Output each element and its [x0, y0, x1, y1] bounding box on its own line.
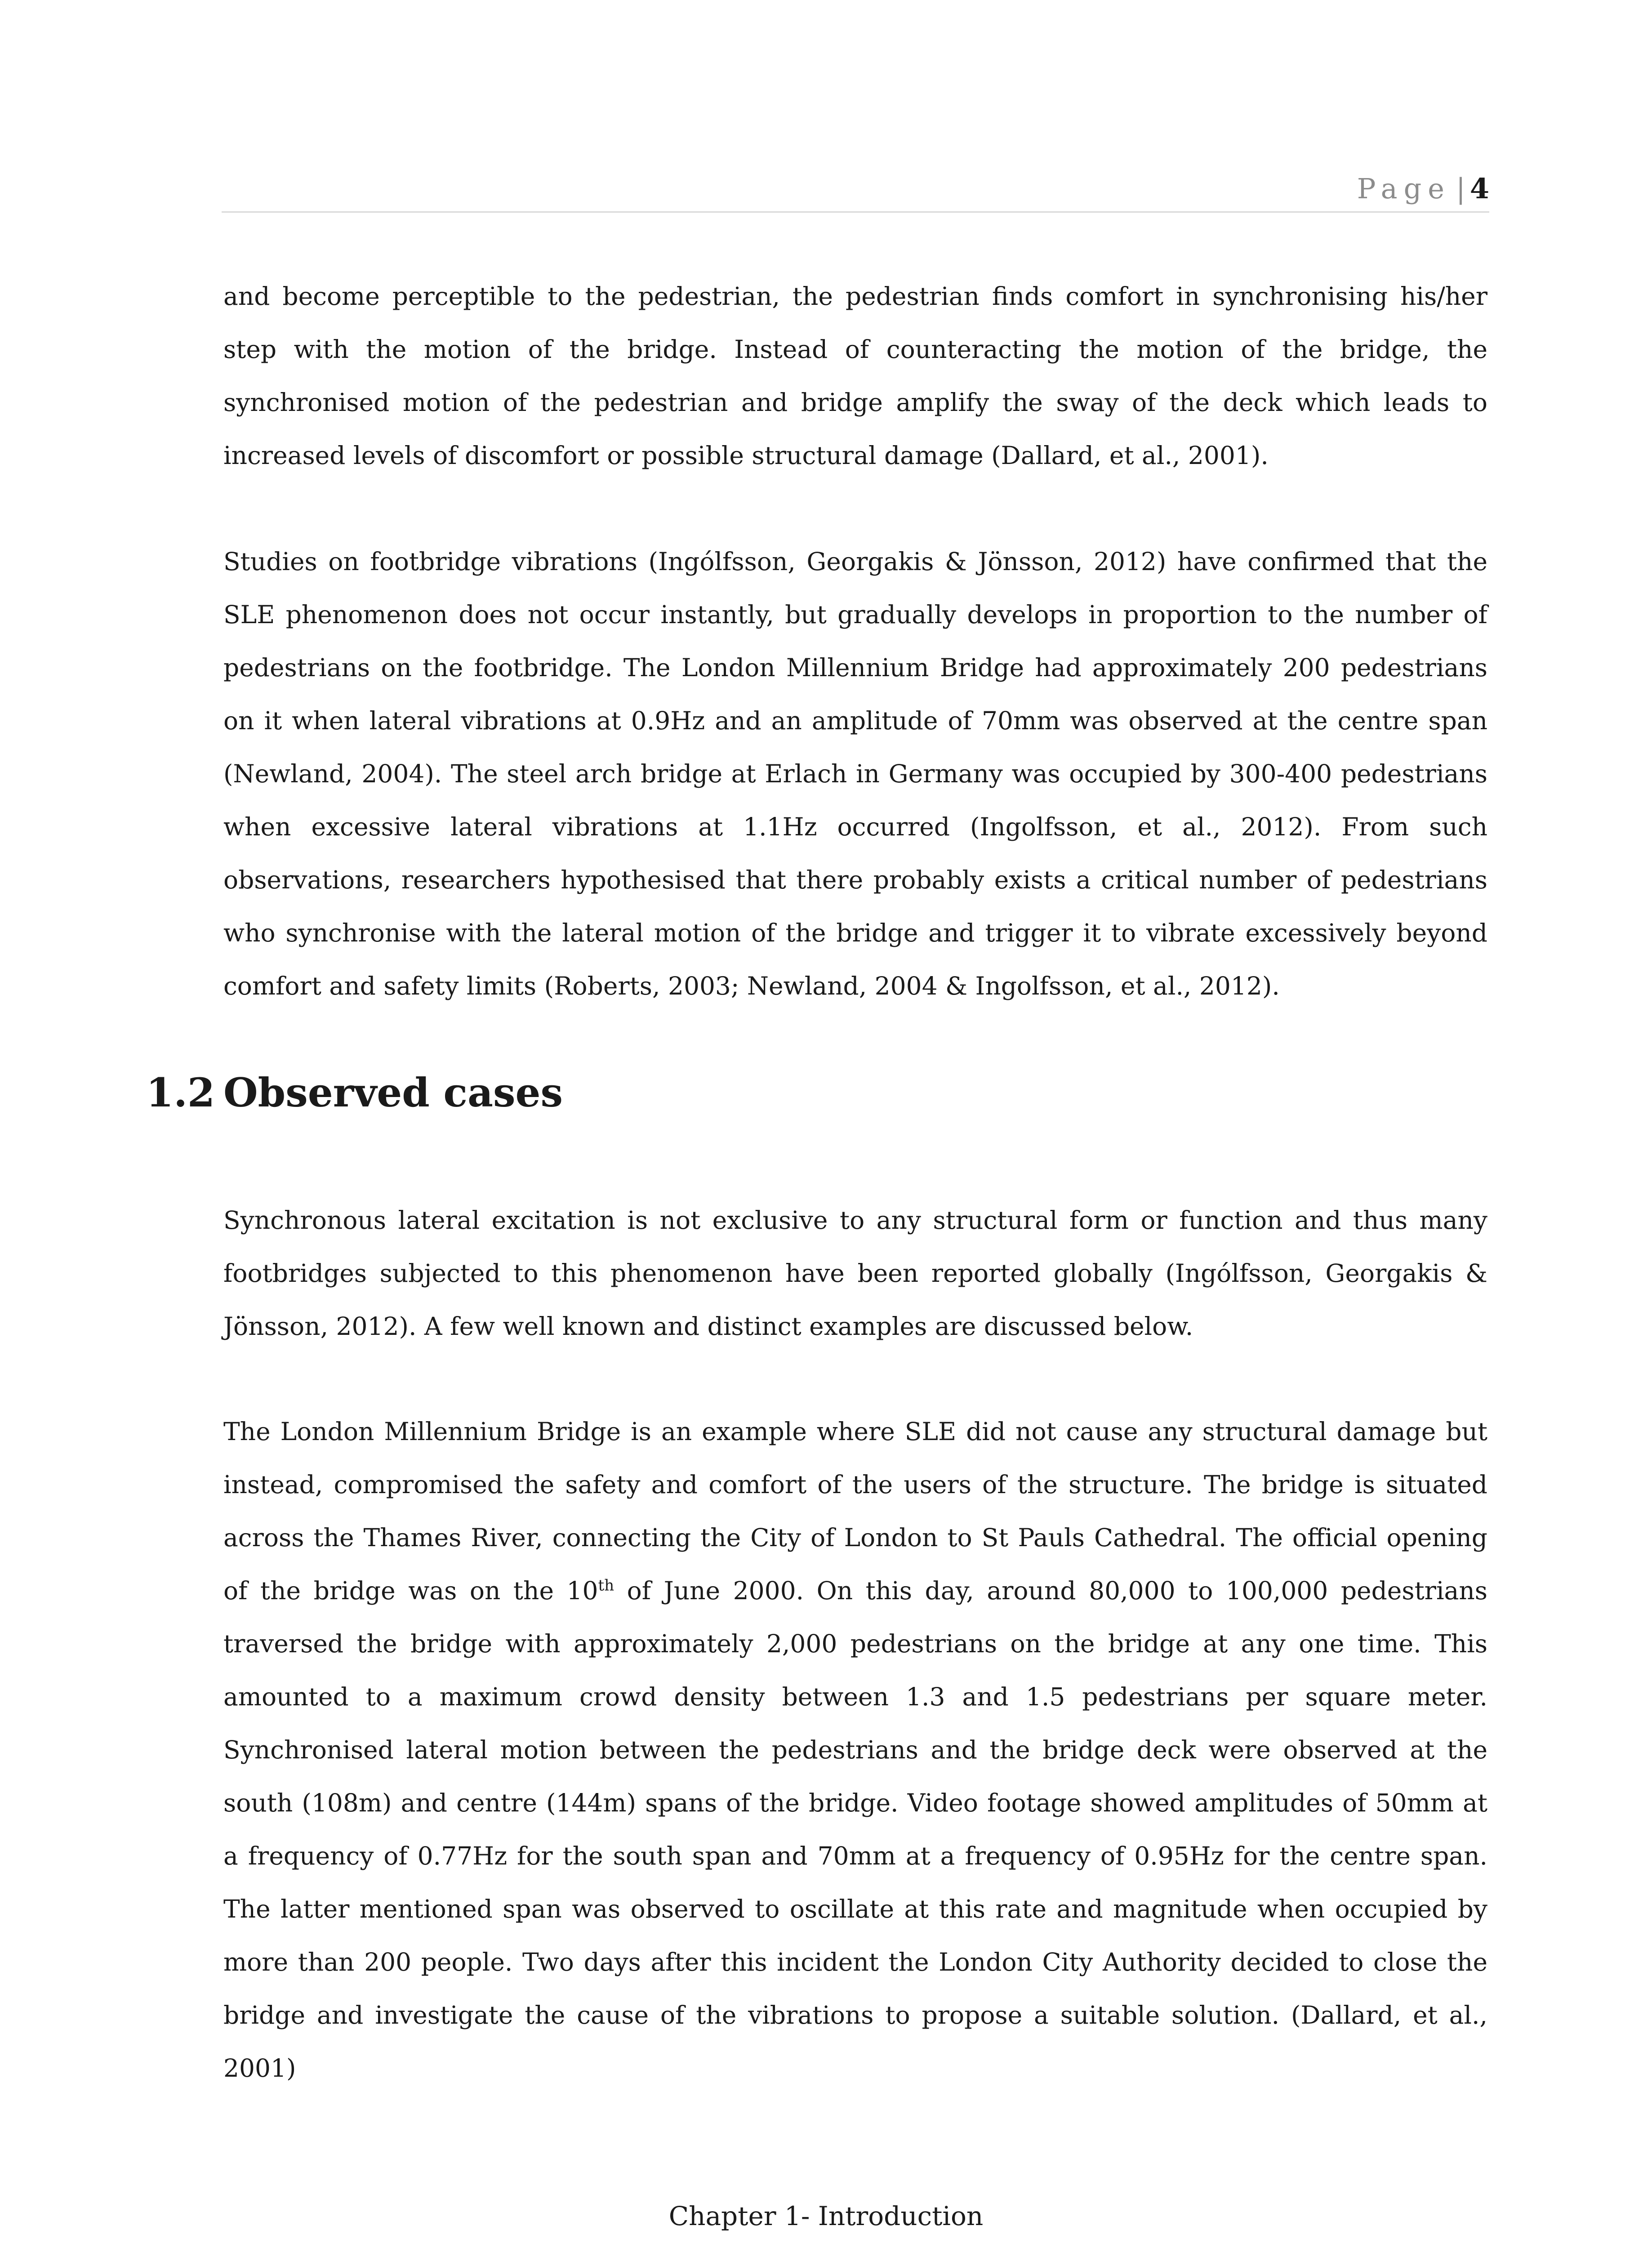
page-number: 4: [1469, 172, 1489, 205]
paragraph-text: Synchronous lateral excitation is not exclusive to any structural form or function and thus many footbridges subjected to this phenomenon have been reported globally (Ingólfsson, Georgakis & Jönsson, 2012). A few well known and distinct examples are discussed below.: [223, 1206, 1487, 1341]
paragraph-text: [223, 1405, 1487, 2095]
paragraph-text-part-a: The London Millennium Bridge is an example where SLE did not cause any structural damage but instead, compromised the safety and comfort of the users of the structure. The bridge is situated across the Thames River, connecting the City of London to St Pauls Cathedral. The official opening of the bridge was on the 10: [223, 1417, 1487, 1605]
paragraph-3: [223, 1194, 1487, 1353]
page-number-label: [1357, 171, 1489, 207]
section-title: Observed cases: [223, 1069, 563, 1116]
section-heading: [146, 1066, 563, 1120]
header-separator: |: [1456, 172, 1465, 205]
page-header: [222, 171, 1489, 213]
section-number: 1.2: [146, 1069, 215, 1116]
paragraph-text-part-b: of June 2000. On this day, around 80,000 to 100,000 pedestrians traversed the bridge with approximately 2,000 pedestrians on the bridge at any one time. This amounted to a maximum crowd density between 1.3 and 1.5 pedestrians per square meter. Synchronised lateral motion between the pedestrians and the bridge deck were observed at the south (108m) and centre (144m) spans of the bridge. Video footage showed amplitudes of 50mm at a frequency of 0.77Hz for the south span and 70mm at a frequency of 0.95Hz for the centre span. The latter mentioned span was observed to oscillate at this rate and magnitude when occupied by more than 200 people. Two days after this incident the London City Authority decided to close the bridge and investigate the cause of the vibrations to propose a suitable solution. (Dallard, et al., 2001): [223, 1576, 1487, 2083]
footer-chapter: Chapter 1- Introduction: [668, 2201, 984, 2231]
paragraph-1: [223, 270, 1487, 482]
paragraph-4: [223, 1405, 1487, 2095]
paragraph-2: [223, 535, 1487, 1012]
superscript-ordinal: th: [598, 1576, 614, 1595]
paragraph-text: and become perceptible to the pedestrian, the pedestrian finds comfort in synchronising his/her step with the motion of the bridge. Instead of counteracting the motion of the bridge, the synchronised motion of the pedestrian and bridge amplify the sway of the deck which leads to increased levels of discomfort or possible structural damage (Dallard, et al., 2001).: [223, 282, 1487, 470]
footer-author: [0, 2243, 1652, 2248]
page-label: Page: [1357, 172, 1451, 205]
paragraph-text: Studies on footbridge vibrations (Ingólfsson, Georgakis & Jönsson, 2012) have confirmed that the SLE phenomenon does not occur instantly, but gradually develops in proportion to the number of pedestrians on the footbridge. The London Millennium Bridge had approximately 200 pedestrians on it when lateral vibrations at 0.9Hz and an amplitude of 70mm was observed at the centre span (Newland, 2004). The steel arch bridge at Erlach in Germany was occupied by 300-400 pedestrians when excessive lateral vibrations at 1.1Hz occurred (Ingolfsson, et al., 2012). From such observations, researchers hypothesised that there probably exists a critical number of pedestrians who synchronise with the lateral motion of the bridge and trigger it to vibrate excessively beyond comfort and safety limits (Roberts, 2003; Newland, 2004 & Ingolfsson, et al., 2012).: [223, 547, 1487, 1000]
